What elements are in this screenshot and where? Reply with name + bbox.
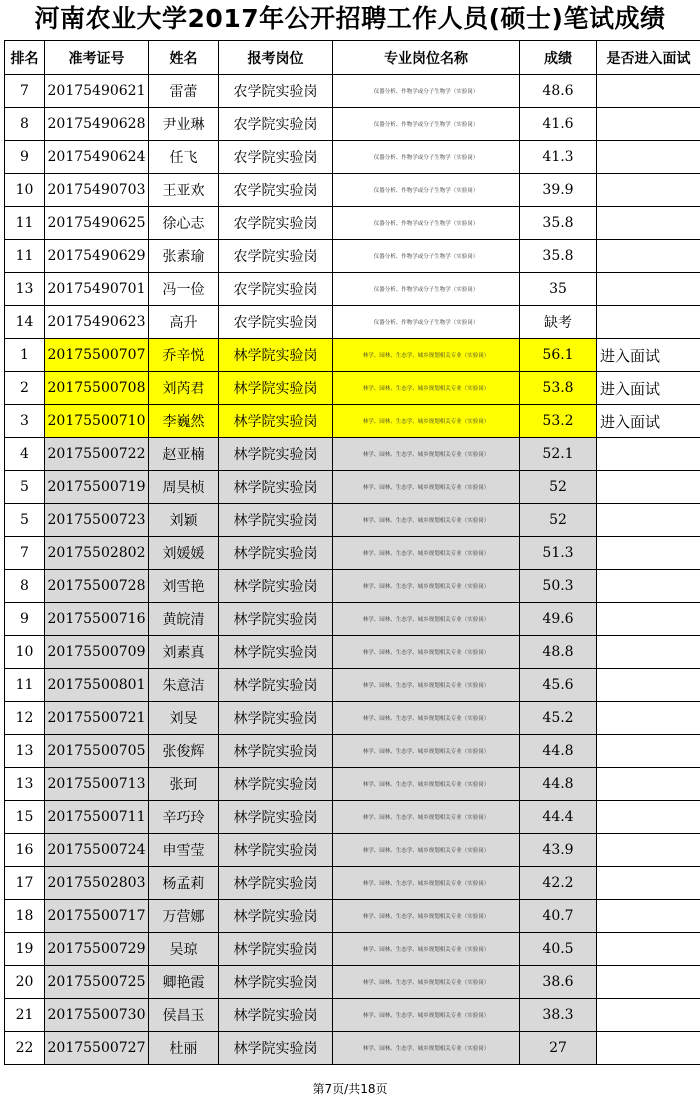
cell-major: 林学、园林、生态学、城乡规划相关专业（实验岗）: [333, 438, 520, 471]
cell-rank: 18: [5, 900, 45, 933]
cell-name: 刘芮君: [149, 372, 219, 405]
cell-exam-id: 20175490621: [45, 75, 149, 108]
cell-name: 杨孟莉: [149, 867, 219, 900]
cell-major: 林学、园林、生态学、城乡规划相关专业（实验岗）: [333, 801, 520, 834]
table-row: [5, 867, 700, 900]
cell-interview: [597, 174, 700, 207]
cell-score: 44.8: [520, 768, 597, 801]
cell-name: 刘媛媛: [149, 537, 219, 570]
cell-score: 48.8: [520, 636, 597, 669]
table-row: [5, 75, 700, 108]
cell-post: 林学院实验岗: [219, 504, 333, 537]
cell-exam-id: 20175500710: [45, 405, 149, 438]
cell-post: 林学院实验岗: [219, 999, 333, 1032]
cell-name: 雷蕾: [149, 75, 219, 108]
table-row: [5, 240, 700, 273]
cell-exam-id: 20175500729: [45, 933, 149, 966]
cell-rank: 2: [5, 372, 45, 405]
cell-name: 张俊辉: [149, 735, 219, 768]
cell-rank: 17: [5, 867, 45, 900]
cell-name: 刘雪艳: [149, 570, 219, 603]
cell-major: 林学、园林、生态学、城乡规划相关专业（实验岗）: [333, 867, 520, 900]
cell-rank: 8: [5, 108, 45, 141]
table-row: [5, 702, 700, 735]
cell-rank: 13: [5, 735, 45, 768]
cell-post: 农学院实验岗: [219, 141, 333, 174]
cell-interview: [597, 801, 700, 834]
cell-post: 农学院实验岗: [219, 174, 333, 207]
cell-post: 林学院实验岗: [219, 735, 333, 768]
results-table: [4, 40, 700, 1065]
cell-interview: [597, 1032, 700, 1065]
cell-major: 林学、园林、生态学、城乡规划相关专业（实验岗）: [333, 900, 520, 933]
table-row: [5, 207, 700, 240]
cell-name: 朱意洁: [149, 669, 219, 702]
cell-post: 农学院实验岗: [219, 240, 333, 273]
cell-major: 林学、园林、生态学、城乡规划相关专业（实验岗）: [333, 966, 520, 999]
cell-exam-id: 20175500727: [45, 1032, 149, 1065]
cell-post: 林学院实验岗: [219, 636, 333, 669]
cell-exam-id: 20175500721: [45, 702, 149, 735]
cell-score: 52: [520, 504, 597, 537]
table-row: [5, 768, 700, 801]
table-row: [5, 141, 700, 174]
cell-exam-id: 20175502803: [45, 867, 149, 900]
cell-rank: 14: [5, 306, 45, 339]
table-row: [5, 801, 700, 834]
cell-exam-id: 20175500708: [45, 372, 149, 405]
cell-post: 林学院实验岗: [219, 537, 333, 570]
cell-name: 王亚欢: [149, 174, 219, 207]
cell-post: 林学院实验岗: [219, 405, 333, 438]
cell-exam-id: 20175500722: [45, 438, 149, 471]
cell-rank: 11: [5, 207, 45, 240]
cell-interview: [597, 240, 700, 273]
cell-exam-id: 20175500728: [45, 570, 149, 603]
cell-interview: [597, 702, 700, 735]
cell-exam-id: 20175500725: [45, 966, 149, 999]
cell-post: 林学院实验岗: [219, 1032, 333, 1065]
cell-post: 农学院实验岗: [219, 108, 333, 141]
cell-post: 农学院实验岗: [219, 306, 333, 339]
cell-exam-id: 20175490625: [45, 207, 149, 240]
cell-score: 35.8: [520, 240, 597, 273]
table-row: [5, 339, 700, 372]
cell-interview: [597, 537, 700, 570]
cell-major: 仪器分析、作物学或分子生物学（实验岗）: [333, 207, 520, 240]
cell-rank: 13: [5, 273, 45, 306]
cell-score: 44.4: [520, 801, 597, 834]
table-row: [5, 504, 700, 537]
cell-interview: [597, 900, 700, 933]
cell-name: 高升: [149, 306, 219, 339]
table-row: [5, 405, 700, 438]
cell-major: 林学、园林、生态学、城乡规划相关专业（实验岗）: [333, 504, 520, 537]
table-row: [5, 669, 700, 702]
table-row: [5, 108, 700, 141]
cell-interview: [597, 933, 700, 966]
cell-exam-id: 20175500713: [45, 768, 149, 801]
cell-score: 42.2: [520, 867, 597, 900]
cell-score: 41.6: [520, 108, 597, 141]
cell-name: 张珂: [149, 768, 219, 801]
cell-exam-id: 20175490703: [45, 174, 149, 207]
cell-score: 44.8: [520, 735, 597, 768]
cell-major: 仪器分析、作物学或分子生物学（实验岗）: [333, 108, 520, 141]
table-row: [5, 933, 700, 966]
cell-score: 52: [520, 471, 597, 504]
cell-exam-id: 20175500716: [45, 603, 149, 636]
cell-post: 林学院实验岗: [219, 471, 333, 504]
cell-score: 39.9: [520, 174, 597, 207]
table-row: [5, 735, 700, 768]
table-row: [5, 603, 700, 636]
cell-major: 林学、园林、生态学、城乡规划相关专业（实验岗）: [333, 669, 520, 702]
cell-name: 万营娜: [149, 900, 219, 933]
cell-major: 林学、园林、生态学、城乡规划相关专业（实验岗）: [333, 933, 520, 966]
cell-rank: 12: [5, 702, 45, 735]
cell-major: 林学、园林、生态学、城乡规划相关专业（实验岗）: [333, 372, 520, 405]
cell-major: 林学、园林、生态学、城乡规划相关专业（实验岗）: [333, 603, 520, 636]
cell-score: 52.1: [520, 438, 597, 471]
cell-post: 林学院实验岗: [219, 966, 333, 999]
cell-post: 林学院实验岗: [219, 570, 333, 603]
header-rank: 排名: [5, 41, 45, 75]
cell-post: 农学院实验岗: [219, 207, 333, 240]
cell-exam-id: 20175502802: [45, 537, 149, 570]
cell-score: 51.3: [520, 537, 597, 570]
cell-name: 刘旻: [149, 702, 219, 735]
cell-rank: 11: [5, 240, 45, 273]
cell-name: 卿艳霞: [149, 966, 219, 999]
cell-score: 53.8: [520, 372, 597, 405]
table-body: [5, 75, 700, 1065]
cell-interview: [597, 834, 700, 867]
cell-exam-id: 20175490628: [45, 108, 149, 141]
cell-interview: [597, 504, 700, 537]
table-row: [5, 372, 700, 405]
table-row: [5, 1032, 700, 1065]
cell-exam-id: 20175500711: [45, 801, 149, 834]
cell-post: 林学院实验岗: [219, 702, 333, 735]
cell-score: 50.3: [520, 570, 597, 603]
cell-score: 53.2: [520, 405, 597, 438]
cell-major: 林学、园林、生态学、城乡规划相关专业（实验岗）: [333, 405, 520, 438]
cell-exam-id: 20175500709: [45, 636, 149, 669]
cell-rank: 3: [5, 405, 45, 438]
page-number: 第7页/共18页: [312, 1082, 388, 1096]
cell-exam-id: 20175500723: [45, 504, 149, 537]
table-row: [5, 273, 700, 306]
header-post: 报考岗位: [219, 41, 333, 75]
cell-score: 48.6: [520, 75, 597, 108]
cell-score: 缺考: [520, 306, 597, 339]
cell-rank: 16: [5, 834, 45, 867]
table-row: [5, 636, 700, 669]
cell-post: 林学院实验岗: [219, 339, 333, 372]
cell-rank: 8: [5, 570, 45, 603]
cell-post: 林学院实验岗: [219, 834, 333, 867]
cell-name: 刘颖: [149, 504, 219, 537]
cell-exam-id: 20175500719: [45, 471, 149, 504]
header-name: 姓名: [149, 41, 219, 75]
cell-rank: 7: [5, 537, 45, 570]
cell-interview: [597, 108, 700, 141]
cell-score: 38.6: [520, 966, 597, 999]
cell-rank: 5: [5, 471, 45, 504]
cell-post: 林学院实验岗: [219, 603, 333, 636]
cell-rank: 1: [5, 339, 45, 372]
cell-exam-id: 20175490701: [45, 273, 149, 306]
cell-name: 黄皖清: [149, 603, 219, 636]
cell-score: 35.8: [520, 207, 597, 240]
cell-rank: 4: [5, 438, 45, 471]
cell-name: 吴琼: [149, 933, 219, 966]
cell-post: 林学院实验岗: [219, 372, 333, 405]
cell-rank: 21: [5, 999, 45, 1032]
cell-score: 35: [520, 273, 597, 306]
cell-major: 林学、园林、生态学、城乡规划相关专业（实验岗）: [333, 702, 520, 735]
cell-interview: 进入面试: [597, 372, 700, 405]
cell-rank: 10: [5, 174, 45, 207]
cell-rank: 15: [5, 801, 45, 834]
cell-exam-id: 20175490623: [45, 306, 149, 339]
cell-major: 林学、园林、生态学、城乡规划相关专业（实验岗）: [333, 339, 520, 372]
cell-interview: [597, 999, 700, 1032]
cell-interview: [597, 471, 700, 504]
cell-major: 林学、园林、生态学、城乡规划相关专业（实验岗）: [333, 636, 520, 669]
cell-rank: 10: [5, 636, 45, 669]
cell-name: 尹业琳: [149, 108, 219, 141]
cell-interview: [597, 75, 700, 108]
cell-interview: [597, 966, 700, 999]
cell-name: 乔辛悦: [149, 339, 219, 372]
cell-score: 38.3: [520, 999, 597, 1032]
cell-interview: [597, 669, 700, 702]
cell-name: 刘素真: [149, 636, 219, 669]
table-row: [5, 570, 700, 603]
cell-score: 43.9: [520, 834, 597, 867]
cell-score: 27: [520, 1032, 597, 1065]
header-interview: 是否进入面试: [597, 41, 700, 75]
cell-rank: 11: [5, 669, 45, 702]
cell-exam-id: 20175500724: [45, 834, 149, 867]
table-row: [5, 999, 700, 1032]
cell-interview: [597, 438, 700, 471]
cell-name: 冯一俭: [149, 273, 219, 306]
cell-score: 56.1: [520, 339, 597, 372]
cell-name: 周昊桢: [149, 471, 219, 504]
cell-exam-id: 20175500801: [45, 669, 149, 702]
cell-major: 仪器分析、作物学或分子生物学（实验岗）: [333, 141, 520, 174]
table-row: [5, 537, 700, 570]
cell-major: 林学、园林、生态学、城乡规划相关专业（实验岗）: [333, 834, 520, 867]
cell-post: 林学院实验岗: [219, 900, 333, 933]
cell-interview: [597, 735, 700, 768]
cell-interview: [597, 603, 700, 636]
cell-exam-id: 20175500730: [45, 999, 149, 1032]
cell-rank: 20: [5, 966, 45, 999]
cell-name: 申雪莹: [149, 834, 219, 867]
cell-major: 林学、园林、生态学、城乡规划相关专业（实验岗）: [333, 537, 520, 570]
header-score: 成绩: [520, 41, 597, 75]
cell-interview: [597, 636, 700, 669]
cell-score: 41.3: [520, 141, 597, 174]
cell-interview: [597, 768, 700, 801]
cell-major: 林学、园林、生态学、城乡规划相关专业（实验岗）: [333, 735, 520, 768]
cell-rank: 22: [5, 1032, 45, 1065]
cell-rank: 19: [5, 933, 45, 966]
cell-interview: [597, 570, 700, 603]
table-row: [5, 438, 700, 471]
cell-major: 林学、园林、生态学、城乡规划相关专业（实验岗）: [333, 570, 520, 603]
cell-interview: 进入面试: [597, 405, 700, 438]
table-row: [5, 471, 700, 504]
cell-score: 45.2: [520, 702, 597, 735]
cell-rank: 5: [5, 504, 45, 537]
cell-score: 45.6: [520, 669, 597, 702]
cell-post: 林学院实验岗: [219, 933, 333, 966]
cell-exam-id: 20175500705: [45, 735, 149, 768]
table-row: [5, 966, 700, 999]
cell-rank: 7: [5, 75, 45, 108]
cell-interview: 进入面试: [597, 339, 700, 372]
header-exam-id: 准考证号: [45, 41, 149, 75]
header-row: [5, 41, 700, 75]
cell-name: 徐心志: [149, 207, 219, 240]
cell-major: 林学、园林、生态学、城乡规划相关专业（实验岗）: [333, 999, 520, 1032]
table-row: [5, 306, 700, 339]
cell-interview: [597, 207, 700, 240]
cell-exam-id: 20175490629: [45, 240, 149, 273]
cell-interview: [597, 306, 700, 339]
cell-name: 杜丽: [149, 1032, 219, 1065]
cell-major: 林学、园林、生态学、城乡规划相关专业（实验岗）: [333, 1032, 520, 1065]
cell-post: 林学院实验岗: [219, 801, 333, 834]
table-row: [5, 174, 700, 207]
cell-name: 李巍然: [149, 405, 219, 438]
cell-name: 辛巧玲: [149, 801, 219, 834]
page-title: 河南农业大学2017年公开招聘工作人员(硕士)笔试成绩: [34, 4, 666, 33]
cell-score: 40.5: [520, 933, 597, 966]
cell-exam-id: 20175500707: [45, 339, 149, 372]
cell-name: 侯昌玉: [149, 999, 219, 1032]
cell-exam-id: 20175500717: [45, 900, 149, 933]
cell-major: 仪器分析、作物学或分子生物学（实验岗）: [333, 75, 520, 108]
cell-post: 林学院实验岗: [219, 768, 333, 801]
cell-interview: [597, 273, 700, 306]
cell-rank: 9: [5, 141, 45, 174]
cell-major: 林学、园林、生态学、城乡规划相关专业（实验岗）: [333, 768, 520, 801]
table-row: [5, 900, 700, 933]
cell-rank: 9: [5, 603, 45, 636]
cell-post: 林学院实验岗: [219, 669, 333, 702]
cell-post: 农学院实验岗: [219, 75, 333, 108]
cell-interview: [597, 867, 700, 900]
cell-score: 40.7: [520, 900, 597, 933]
header-major: 专业岗位名称: [333, 41, 520, 75]
cell-name: 赵亚楠: [149, 438, 219, 471]
cell-name: 任飞: [149, 141, 219, 174]
cell-major: 仪器分析、作物学或分子生物学（实验岗）: [333, 174, 520, 207]
cell-score: 49.6: [520, 603, 597, 636]
cell-major: 仪器分析、作物学或分子生物学（实验岗）: [333, 306, 520, 339]
cell-post: 林学院实验岗: [219, 867, 333, 900]
cell-major: 林学、园林、生态学、城乡规划相关专业（实验岗）: [333, 471, 520, 504]
table-row: [5, 834, 700, 867]
cell-major: 仪器分析、作物学或分子生物学（实验岗）: [333, 273, 520, 306]
cell-post: 林学院实验岗: [219, 438, 333, 471]
cell-major: 仪器分析、作物学或分子生物学（实验岗）: [333, 240, 520, 273]
cell-exam-id: 20175490624: [45, 141, 149, 174]
cell-interview: [597, 141, 700, 174]
cell-name: 张素瑜: [149, 240, 219, 273]
cell-rank: 13: [5, 768, 45, 801]
cell-post: 农学院实验岗: [219, 273, 333, 306]
